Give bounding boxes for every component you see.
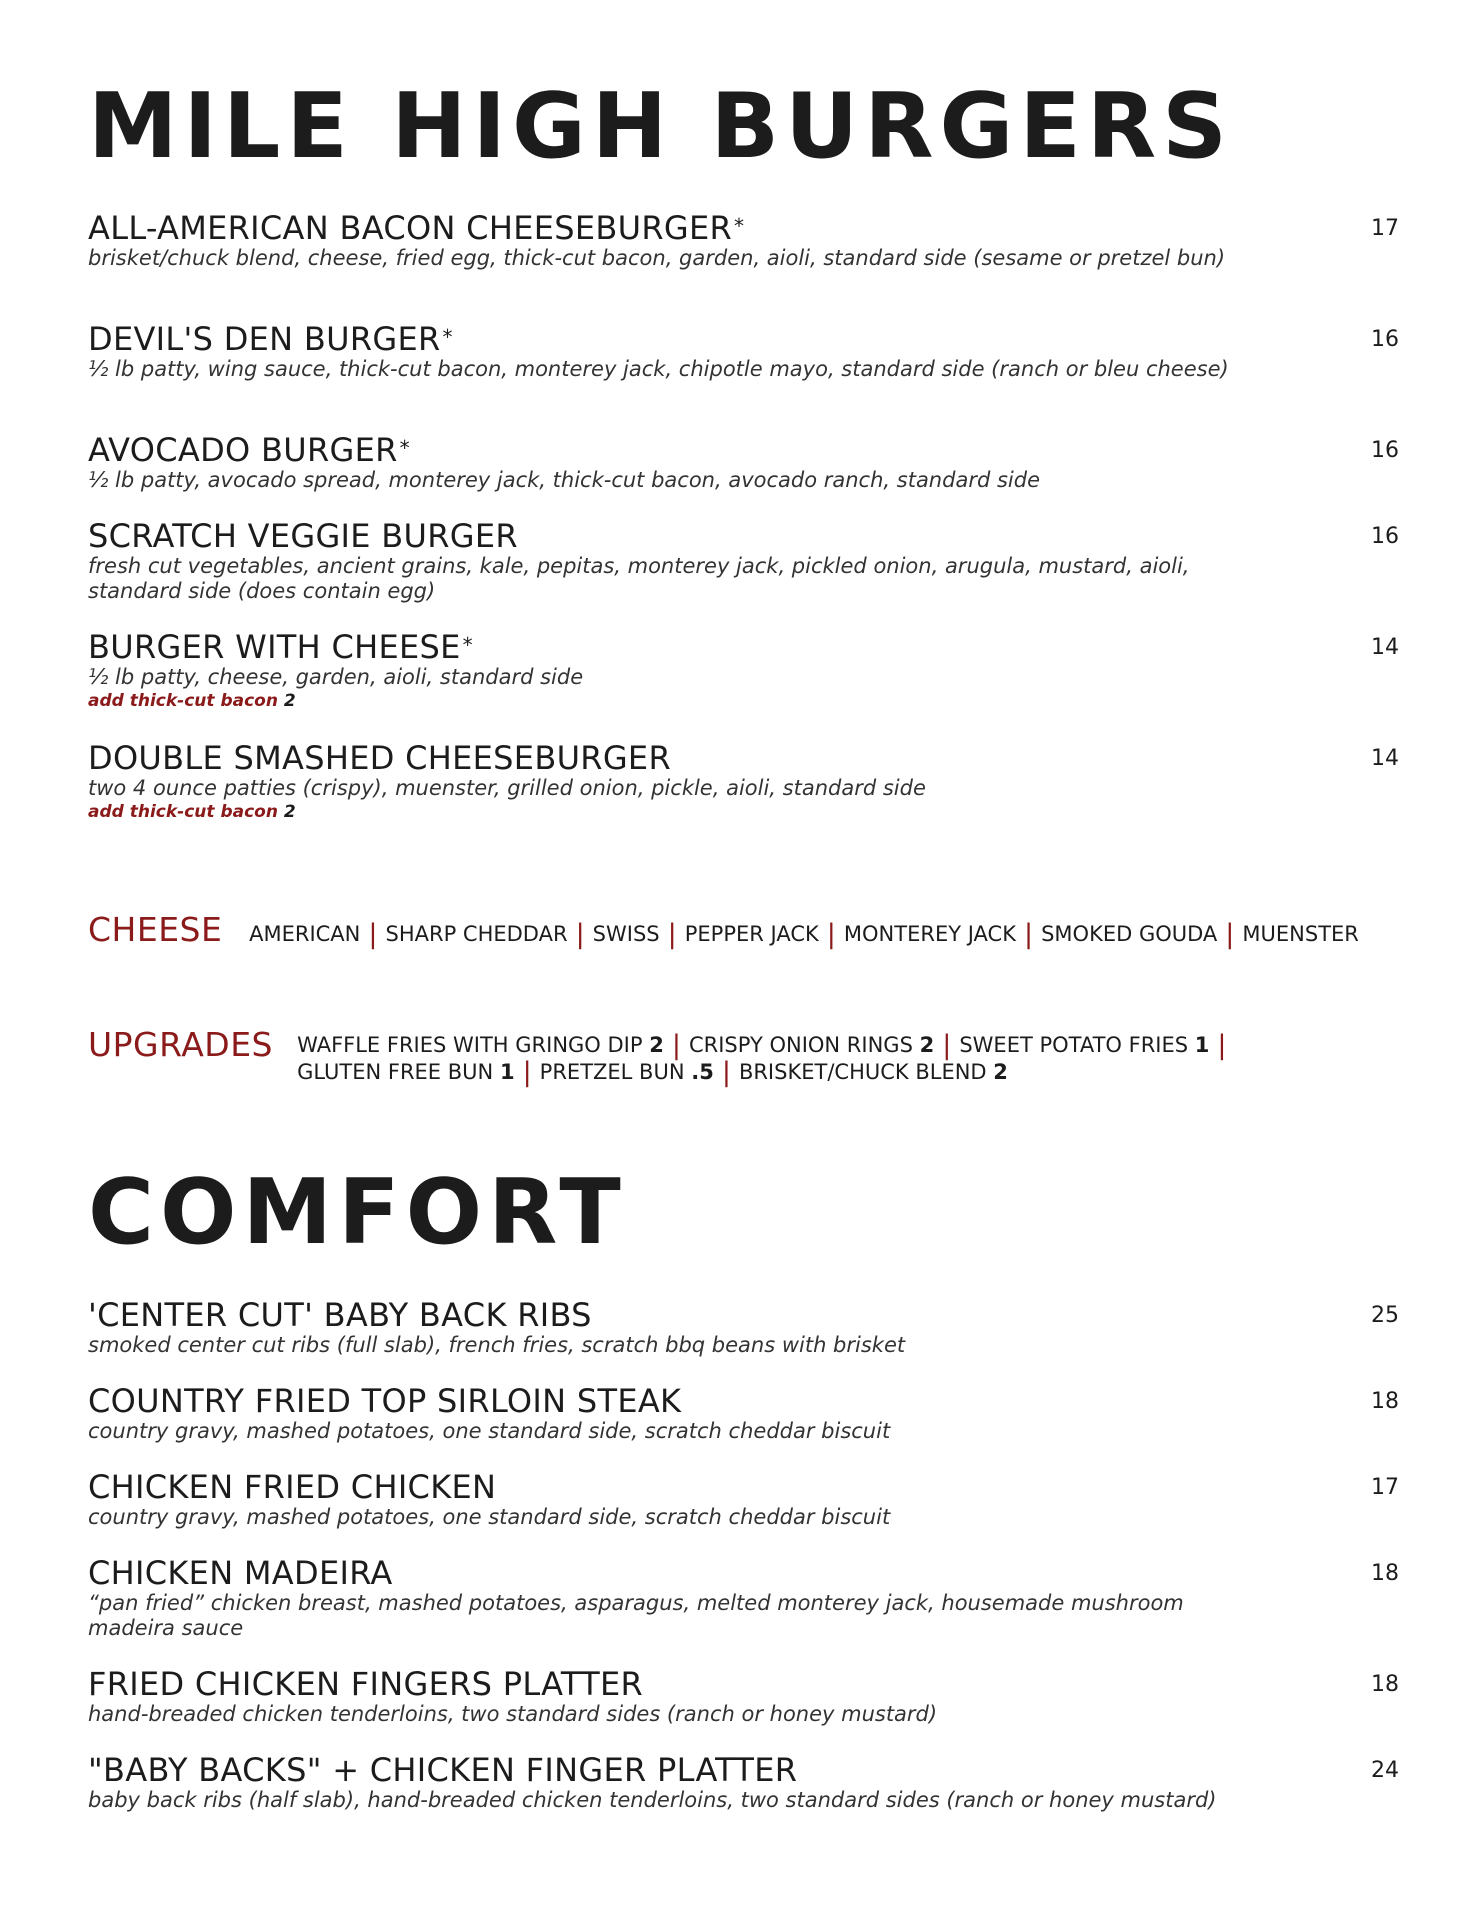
item-price: 16: [1371, 438, 1399, 463]
menu-item-chicken-madeira: [88, 1554, 1399, 1641]
item-price: 16: [1371, 327, 1399, 352]
item-description: country gravy, mashed potatoes, one standard side, scratch cheddar biscuit: [88, 1419, 891, 1443]
item-name: FRIED CHICKEN FINGERS PLATTER: [88, 1665, 644, 1703]
upgrade-option: WAFFLE FRIES WITH GRINGO DIP 2: [297, 1033, 664, 1057]
item-price: 18: [1371, 1389, 1399, 1414]
upgrade-option: PRETZEL BUN .5: [539, 1060, 714, 1084]
cheese-option: SWISS: [592, 922, 660, 946]
divider: |: [942, 1030, 952, 1061]
cheese-option: MONTEREY JACK: [843, 922, 1016, 946]
item-description: fresh cut vegetables, ancient grains, kale, pepitas, monterey jack, pickled onion, arugula, mustard, aioli, standard side (does contain egg): [88, 554, 1190, 603]
item-name: SCRATCH VEGGIE BURGER: [88, 517, 518, 555]
item-description: ½ lb patty, avocado spread, monterey jack, thick-cut bacon, avocado ranch, standard side: [88, 468, 1040, 492]
item-price: 14: [1371, 746, 1399, 771]
menu-item-all-american-bacon-cheeseburger: [88, 209, 1399, 271]
item-price: 17: [1371, 216, 1399, 241]
item-name: BURGER WITH CHEESE: [88, 628, 461, 666]
item-asterisk: *: [399, 436, 410, 460]
item-price: 16: [1371, 524, 1399, 549]
item-description: brisket/chuck blend, cheese, fried egg, thick-cut bacon, garden, aioli, standard side (sesame or pretzel bun): [88, 246, 1226, 270]
cheese-label: CHEESE: [88, 910, 223, 949]
item-add-on: [88, 801, 1388, 824]
divider: |: [667, 919, 677, 950]
item-name: ALL-AMERICAN BACON CHEESEBURGER: [88, 209, 733, 247]
item-name: 'CENTER CUT' BABY BACK RIBS: [88, 1296, 592, 1334]
item-description: two 4 ounce patties (crispy), muenster, grilled onion, pickle, aioli, standard side: [88, 776, 926, 800]
item-add-on: [88, 690, 1388, 713]
item-price: 18: [1371, 1561, 1399, 1586]
upgrade-option: SWEET POTATO FRIES 1: [959, 1033, 1210, 1057]
item-asterisk: *: [442, 325, 453, 349]
divider: |: [826, 919, 836, 950]
menu-item-chicken-fried-chicken: [88, 1468, 1399, 1530]
item-description: hand-breaded chicken tenderloins, two standard sides (ranch or honey mustard): [88, 1702, 938, 1726]
upgrades-options: [88, 1025, 1235, 1088]
item-price: 25: [1371, 1303, 1399, 1328]
item-description: ½ lb patty, cheese, garden, aioli, standard side: [88, 665, 584, 689]
section-title-comfort: COMFORT: [88, 1160, 627, 1265]
cheese-option: SHARP CHEDDAR: [385, 922, 568, 946]
item-name: CHICKEN FRIED CHICKEN: [88, 1468, 497, 1506]
item-asterisk: *: [462, 633, 473, 657]
menu-item-burger-with-cheese: [88, 628, 1399, 713]
divider: |: [368, 919, 378, 950]
menu-item-avocado-burger: [88, 431, 1399, 493]
add-on-label: add thick-cut bacon: [88, 691, 278, 711]
divider: |: [1217, 1030, 1227, 1061]
section-title-burgers: MILE HIGH BURGERS: [88, 74, 1233, 179]
divider: |: [1023, 919, 1034, 950]
upgrades-label: UPGRADES: [88, 1025, 274, 1064]
menu-item-scratch-veggie-burger: [88, 517, 1399, 604]
menu-item-baby-backs-chicken-finger-platter: [88, 1751, 1399, 1813]
item-name: "BABY BACKS" + CHICKEN FINGER PLATTER: [88, 1751, 798, 1789]
upgrade-option: CRISPY ONION RINGS 2: [688, 1033, 935, 1057]
divider: |: [1225, 919, 1235, 950]
item-price: 14: [1371, 635, 1399, 660]
item-price: 17: [1371, 1475, 1399, 1500]
cheese-option: MUENSTER: [1242, 922, 1359, 946]
item-name: DOUBLE SMASHED CHEESEBURGER: [88, 739, 671, 777]
item-description: “pan fried” chicken breast, mashed potatoes, asparagus, melted monterey jack, housemade mushroom madeira sauce: [88, 1591, 1184, 1640]
divider: |: [671, 1030, 681, 1061]
cheese-option: PEPPER JACK: [684, 922, 819, 946]
menu-item-fried-chicken-fingers-platter: [88, 1665, 1399, 1727]
item-description: ½ lb patty, wing sauce, thick-cut bacon, monterey jack, chipotle mayo, standard side (ranch or bleu cheese): [88, 357, 1229, 381]
cheese-options: [88, 910, 1359, 949]
menu-item-devils-den-burger: [88, 320, 1399, 382]
menu-item-country-fried-top-sirloin-steak: [88, 1382, 1399, 1444]
cheese-option: AMERICAN: [249, 922, 361, 946]
add-on-price: 2: [283, 691, 296, 711]
item-name: AVOCADO BURGER: [88, 431, 398, 469]
divider: |: [721, 1057, 731, 1088]
divider: |: [575, 919, 585, 950]
cheese-option: SMOKED GOUDA: [1041, 922, 1218, 946]
item-price: 18: [1371, 1672, 1399, 1697]
item-price: 24: [1371, 1758, 1399, 1783]
item-description: country gravy, mashed potatoes, one standard side, scratch cheddar biscuit: [88, 1505, 891, 1529]
add-on-price: 2: [283, 802, 296, 822]
item-description: smoked center cut ribs (full slab), french fries, scratch bbq beans with brisket: [88, 1333, 906, 1357]
add-on-label: add thick-cut bacon: [88, 802, 278, 822]
menu-item-double-smashed-cheeseburger: [88, 739, 1399, 824]
item-name: DEVIL'S DEN BURGER: [88, 320, 441, 358]
item-description: baby back ribs (half slab), hand-breaded chicken tenderloins, two standard sides (ranch or honey mustard): [88, 1788, 1217, 1812]
upgrade-option: GLUTEN FREE BUN 1: [297, 1060, 515, 1084]
menu-item-center-cut-baby-back-ribs: [88, 1296, 1399, 1358]
item-name: CHICKEN MADEIRA: [88, 1554, 393, 1592]
divider: |: [522, 1057, 532, 1088]
item-asterisk: *: [734, 214, 745, 238]
upgrade-option: BRISKET/CHUCK BLEND 2: [738, 1060, 1008, 1084]
item-name: COUNTRY FRIED TOP SIRLOIN STEAK: [88, 1382, 682, 1420]
